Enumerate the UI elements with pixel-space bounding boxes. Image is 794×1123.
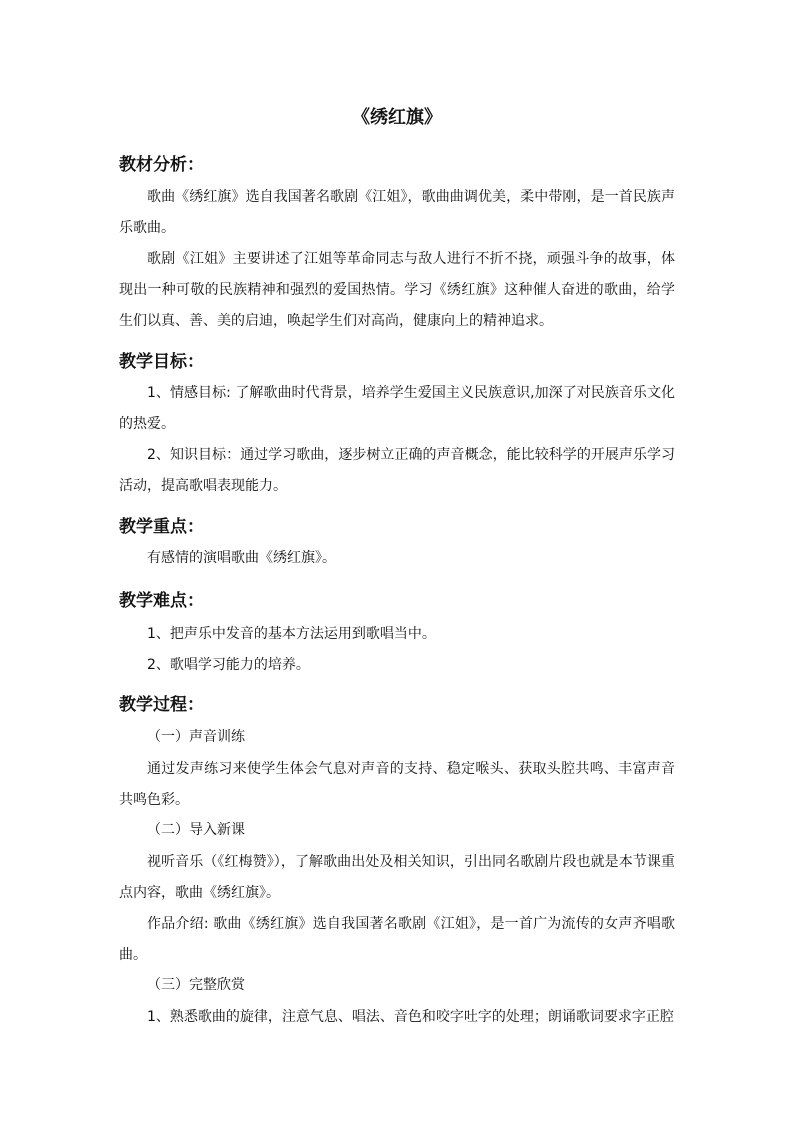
focus-paragraph: 有感情的演唱歌曲《绣红旗》。 [147,550,336,566]
heading-analysis: 教材分析： [119,155,204,175]
process-paragraph-2: 视听音乐（《红梅赞》），了解歌曲出处及相关知识，引出同名歌剧片段也就是本节课重点内容，歌曲《绣红旗》。 [119,854,675,901]
analysis-paragraph-1: 歌曲《绣红旗》选自我国著名歌剧《江姐》，歌曲曲调优美，柔中带刚，是一首民族声乐歌曲。 [119,189,675,236]
document-title: 《绣红旗》 [352,107,442,128]
process-subheading-3: （三）完整欣赏 [147,977,245,993]
heading-difficulty: 教学难点： [119,591,204,611]
process-subheading-1: （一）声音训练 [147,729,245,745]
analysis-paragraph-2: 歌剧《江姐》主要讲述了江姐等革命同志与敌人进行不折不挠，顽强斗争的故事，体现出一种可敬的民族精神和强烈的爱国热情。学习《绣红旗》这种催人奋进的歌曲，给学生们以真、善、美的启迪，唤起学生们对高尚，健康向上的精神追求。 [119,251,675,329]
process-paragraph-3: 作品介绍: 歌曲《绣红旗》选自我国著名歌剧《江姐》，是一首广为流传的女声齐唱歌曲。 [119,916,675,963]
process-paragraph-4: 1、熟悉歌曲的旋律，注意气息、唱法、音色和咬字吐字的处理；朗诵歌词要求字正腔 [147,1009,674,1025]
difficulty-item-1: 1、把声乐中发音的基本方法运用到歌唱当中。 [147,626,436,642]
heading-focus: 教学重点： [119,517,204,537]
heading-process: 教学过程： [119,695,204,715]
process-subheading-2: （二）导入新课 [147,822,245,838]
goals-paragraph-1: 1、情感目标: 了解歌曲时代背景，培养学生爱国主义民族意识,加深了对民族音乐文化的热爱。 [119,385,675,432]
heading-goals: 教学目标： [119,352,204,372]
goals-paragraph-2: 2、知识目标：通过学习歌曲，逐步树立正确的声音概念，能比较科学的开展声乐学习活动，提高歌唱表现能力。 [119,447,675,494]
difficulty-item-2: 2、歌唱学习能力的培养。 [147,657,310,673]
process-paragraph-1: 通过发声练习来使学生体会气息对声音的支持、稳定喉头、获取头腔共鸣、丰富声音共鸣色彩。 [119,761,675,808]
